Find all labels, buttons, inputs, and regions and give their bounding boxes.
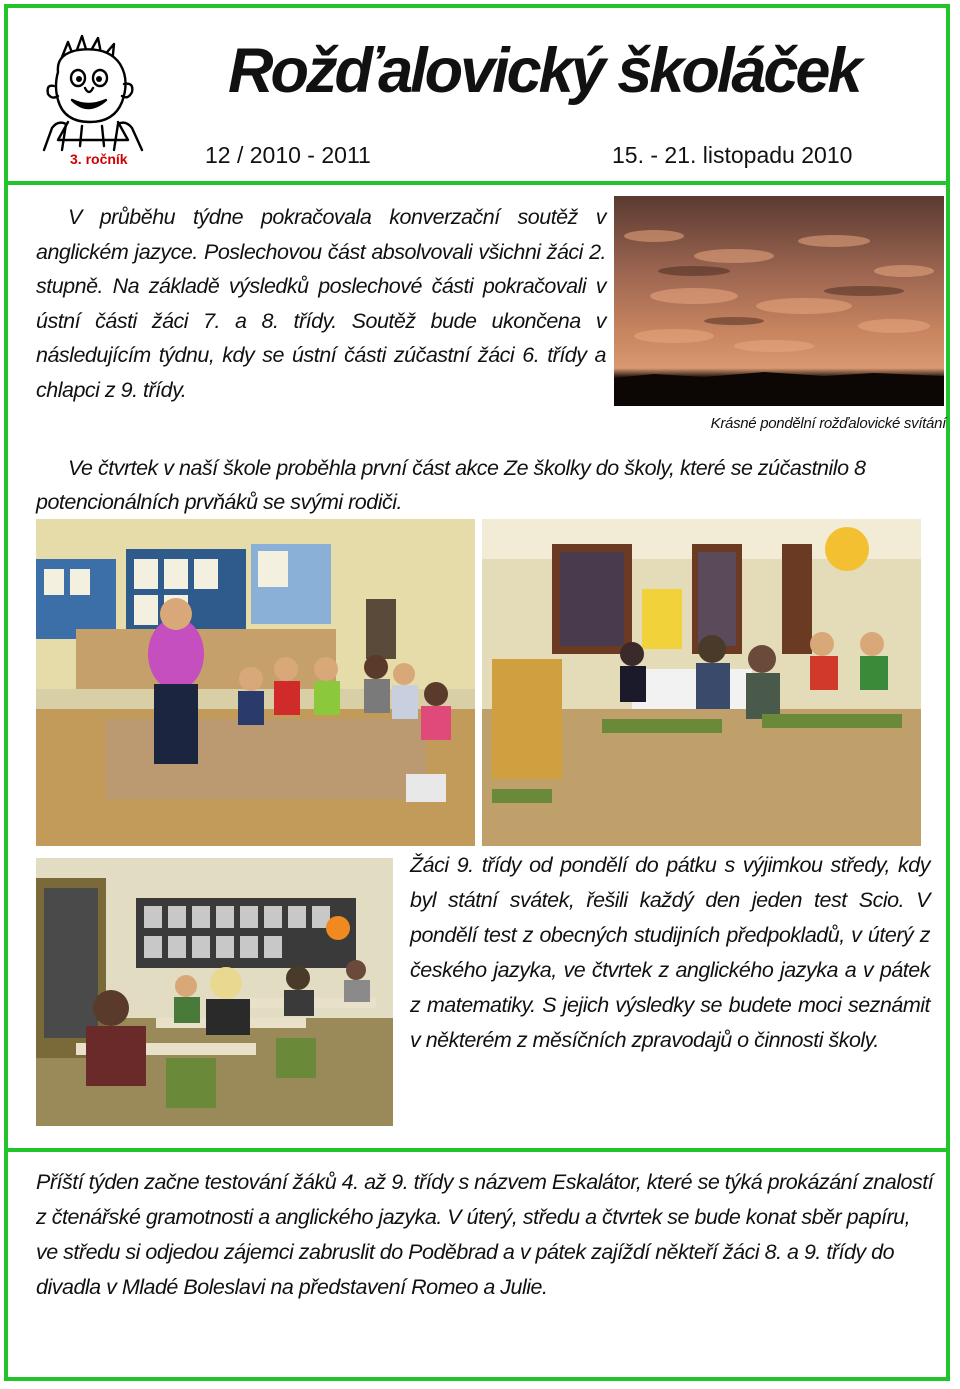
next-week-article: Příští týden začne testování žáků 4. až 9. třídy s názvem Eskalátor, které se týká prokázání znalostí z čtenářské gramotnosti a anglického jazyka. V úterý, středu a čtvrtek se bude konat sběr papíru, ve středu si odjedou zájemci zabruslit do Poděbrad a v pátek zajíždí někteří žáci 8. a 9. třídy do divadla v Mladé Boleslavi na představení Romeo a Julie.	[36, 1170, 934, 1299]
issue-number: 12 / 2010 - 2011	[205, 142, 371, 168]
kindergarten-article	[36, 451, 936, 519]
kindergarten-photo-parents	[482, 519, 921, 846]
kindergarten-photo-classroom	[36, 519, 475, 846]
scio-article: Žáci 9. třídy od pondělí do pátku s výjimkou středy, kdy byl státní svátek, řešili každý den jeden test Scio. V pondělí test z obecných studijních předpokladů, v úterý z českého jazyka, ve čtvrtek z anglického jazyka a v pátek z matematiky. S jejich výsledky se budete moci seznámit v některém z měsíčních zpravodajů o činnosti školy.	[410, 853, 930, 1052]
contest-article	[36, 200, 606, 407]
header-divider	[4, 181, 950, 185]
grade-label: 3. ročník	[70, 151, 128, 167]
kindergarten-text: Ve čtvrtek v naší škole proběhla první část akce Ze školky do školy, které se zúčastnilo 8 potencionálních prvňáků se svými rodiči.	[36, 456, 866, 514]
scio-test-photo	[36, 858, 393, 1126]
sunrise-photo	[614, 196, 944, 406]
mascot-logo	[38, 28, 148, 153]
contest-text: V průběhu týdne pokračovala konverzační soutěž v anglickém jazyce. Poslechovou část absolvovali všichni žáci 2. stupně. Na základě výsledků poslechové části pokračovali v ústní části žáci 7. a 8. třídy. Soutěž bude ukončena v následujícím týdnu, kdy se ústní části zúčastní žáci 6. třídy a chlapci z 9. třídy.	[36, 205, 606, 402]
footer-divider	[4, 1148, 950, 1152]
week-dates: 15. - 21. listopadu 2010	[612, 142, 853, 168]
newsletter-title: Rožďalovický školáček	[228, 36, 860, 106]
sunrise-caption: Krásné pondělní rožďalovické svítání	[710, 415, 946, 432]
